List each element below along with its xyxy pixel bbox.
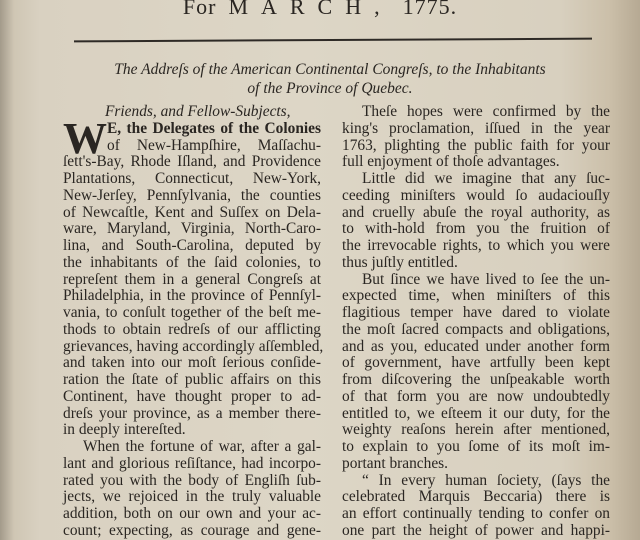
text-line: king's proclamation, iſſued in the year xyxy=(342,119,610,137)
salutation: Friends, and Fellow-Subjects, xyxy=(105,103,291,120)
text-line: portant branches. xyxy=(342,454,448,472)
header-year: 1775. xyxy=(402,0,458,19)
left-column xyxy=(63,103,324,540)
text-line: “ In every human ſociety, (ſays the xyxy=(362,471,610,489)
text-line: from diſcovering the unſpeakable worth xyxy=(342,371,610,388)
header-rule xyxy=(74,38,592,43)
text-line: thods to obtain redreſs of our afflicting xyxy=(63,320,321,338)
text-line: New-Jerſey, Pennſylvania, the counties xyxy=(63,186,321,204)
text-line: ceeding miniſters would ſo audaciouſly xyxy=(342,186,610,204)
text-line: the moſt ſacred compacts and obligations, xyxy=(342,320,610,338)
text-line: expected time, when miniſters of this xyxy=(342,287,610,305)
text-line: When the fortune of war, after a gal- xyxy=(83,438,321,455)
text-line: Continent, have thought proper to ad- xyxy=(63,387,321,405)
text-line: addition, both on our own and your ac- xyxy=(63,505,321,522)
text-line: ware, Maryland, Virginia, North-Caro- xyxy=(63,220,321,238)
text-line: lina, and South-Carolina, deputed by xyxy=(63,237,321,254)
text-line: and cruelly abuſe the royal authority, as xyxy=(342,203,610,221)
text-line: weighty reaſons herein after mentioned, xyxy=(342,421,610,439)
text-line: But ſince we have lived to ſee the un- xyxy=(362,270,610,288)
text-line: an effort continually tending to confer on xyxy=(342,505,610,522)
text-line: dreſs your province, as a member there- xyxy=(63,404,321,422)
text-line: ſett's-Bay, Rhode Iſland, and Providence xyxy=(63,153,321,171)
text-line: full enjoyment of thoſe advantages. xyxy=(342,153,560,171)
text-line: to with-hold from you the fruition of xyxy=(342,220,610,238)
text-line: flagitious temper have dared to violate xyxy=(342,304,610,321)
drop-cap: W xyxy=(63,114,107,163)
text-line: and taken into our moſt ſerious conſide- xyxy=(63,354,321,372)
text-line: 1763, plighting the public faith for your xyxy=(342,136,610,154)
text-line: one part the height of power and happi- xyxy=(342,521,610,539)
text-line: Philadelphia, in the province of Pennſyl- xyxy=(63,287,321,305)
text-line: the irrevocable rights, to which you were xyxy=(342,237,610,254)
text-line: vania, to conſult together of the beſt me- xyxy=(63,304,321,321)
text-line: thus juſtly entitled. xyxy=(342,253,458,271)
text-line: of government, have artfully been kept xyxy=(342,354,610,372)
text-line: to explain to you ſome of its moſt im- xyxy=(342,438,610,455)
text-line: Theſe hopes were confirmed by the xyxy=(362,103,610,120)
text-line: count; expecting, as courage and gene- xyxy=(63,521,321,539)
text-line: and as you, educated under another form xyxy=(342,337,610,355)
text-line: of Newcaſtle, Kent and Suſſex on Dela- xyxy=(63,203,321,221)
article-title-line-1: The Addreſs of the American Continental Congreſs, to the Inhabitants xyxy=(114,61,546,78)
text-line: Plantations, Connecticut, New-York, xyxy=(63,170,321,187)
page-header xyxy=(0,0,640,20)
text-line: of that form you are now undoubtedly xyxy=(342,387,610,405)
right-column xyxy=(342,104,610,540)
text-line: rated you with the body of Engliſh ſub- xyxy=(63,471,321,489)
text-line: the inhabitants of the ſaid colonies, to xyxy=(63,253,321,271)
text-line: grievances, having accordingly aſſembled, xyxy=(63,337,324,355)
text-line: lant and glorious reſiſtance, had incorpo- xyxy=(63,454,321,472)
text-line: repreſent them in a general Congreſs at xyxy=(63,270,321,288)
text-line: Little did we imagine that any ſuc- xyxy=(362,170,610,187)
text-line: E, the Delegates of the Colonies xyxy=(107,119,321,137)
text-line: entitled to, we eſteem it our duty, for the xyxy=(342,404,610,422)
header-prefix: For xyxy=(182,0,217,19)
text-line: in deeply intereſted. xyxy=(63,421,186,439)
text-line: of New-Hampſhire, Maſſachu- xyxy=(107,136,321,154)
header-month: MARCH, xyxy=(228,0,393,19)
text-line: celebrated Marquis Beccaria) there is xyxy=(342,488,610,506)
article-title-line-2: of the Province of Quebec. xyxy=(247,80,413,97)
text-line: jects, we rejoiced in the truly valuable xyxy=(63,488,321,506)
text-line: ration the ſtate of public affairs on this xyxy=(63,371,321,388)
